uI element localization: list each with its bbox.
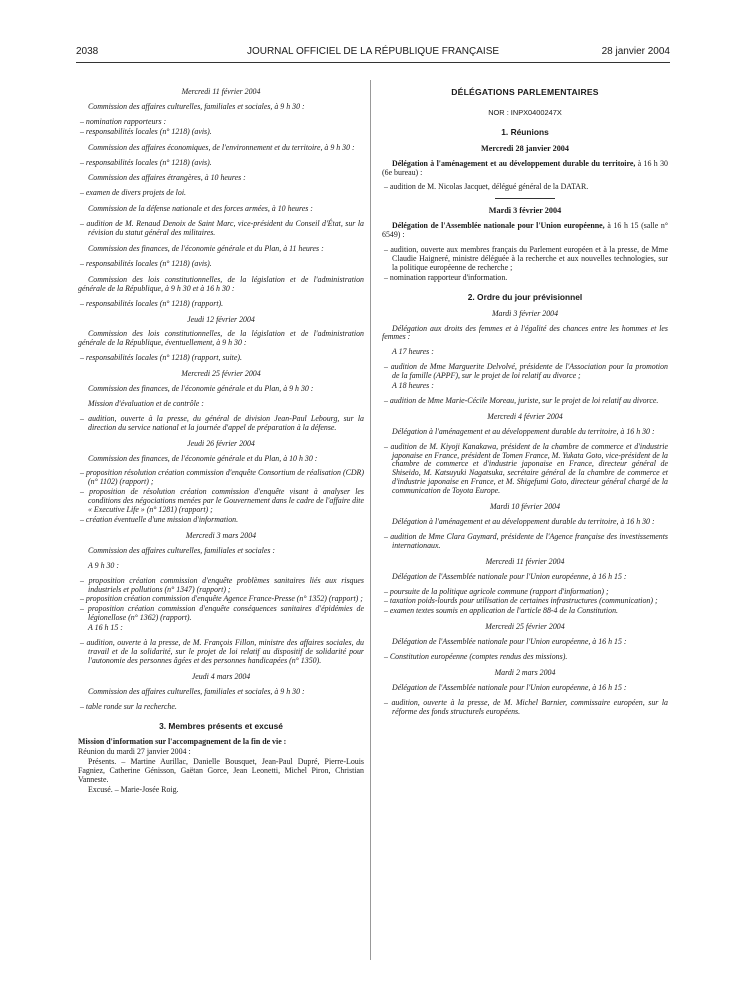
agenda-item: – création éventuelle d'une mission d'information. bbox=[80, 515, 239, 524]
agenda-item: – proposition création commission d'enquête Agence France-Presse (n° 1352) (rapport) ; bbox=[80, 594, 363, 604]
committee-entry: Commission des finances, de l'économie générale et du Plan, à 9 h 30 : bbox=[88, 384, 314, 394]
delegation-name: Délégation de l'Assemblée nationale pour l'Union européenne, bbox=[392, 221, 605, 231]
committee-entry: Commission des lois constitutionnelles, de la législation et de l'administration générale de la République, à 9 h 30 et à 16 h 30 : bbox=[78, 274, 364, 293]
date-heading: Mardi 10 février 2004 bbox=[489, 502, 561, 512]
left-column bbox=[78, 88, 364, 801]
page-header bbox=[76, 46, 670, 60]
time-slot: A 16 h 15 : bbox=[88, 623, 123, 633]
section-heading-reunions: 1. Réunions bbox=[501, 126, 549, 137]
agenda-item: – responsabilités locales (n° 1218) (rapport, suite). bbox=[80, 353, 242, 363]
agenda-item: – taxation poids-lourds pour utilisation de certaines infrastructures (communication) ; bbox=[384, 596, 658, 606]
section-heading-agenda: 2. Ordre du jour prévisionnel bbox=[467, 291, 583, 302]
date-heading: Mardi 2 mars 2004 bbox=[494, 667, 556, 677]
delegation-entry: Délégation de l'Assemblée nationale pour l'Union européenne, à 16 h 15 : bbox=[392, 637, 627, 647]
delegation-time: à 16 h 30 (6e bureau) : bbox=[382, 158, 668, 177]
delegation-entry: Délégation aux droits des femmes et à l'égalité des chances entre les hommes et les femmes : bbox=[382, 323, 668, 342]
column-divider bbox=[370, 80, 371, 960]
delegation-entry: Délégation de l'Assemblée nationale pour l'Union européenne, à 16 h 15 : bbox=[392, 682, 627, 692]
time-slot: A 18 heures : bbox=[392, 381, 434, 391]
agenda-item: – audition de M. Renaud Denoix de Saint Marc, vice-président du Conseil d'État, sur la révision du statut général des militaires. bbox=[80, 219, 364, 238]
agenda-item: – proposition résolution création commission d'enquête Consortium de réalisation (CDR) (n° 1102) (rapport) ; bbox=[80, 468, 364, 487]
issue-date: 28 janvier 2004 bbox=[601, 46, 670, 57]
agenda-item: – audition de M. Nicolas Jacquet, délégué général de la DATAR. bbox=[384, 182, 589, 192]
meeting-date: Réunion du mardi 27 janvier 2004 : bbox=[78, 747, 191, 757]
agenda-item: – poursuite de la politique agricole commune (rapport d'information) ; bbox=[384, 586, 609, 596]
agenda-item: – audition de Mme Marie-Cécile Moreau, juriste, sur le projet de loi relatif au divorce. bbox=[384, 395, 659, 405]
agenda-item: – audition de Mme Marguerite Delvolvé, présidente de l'Association pour la promotion de la famille (APPF), sur le projet de loi relatif au divorce ; bbox=[384, 362, 668, 381]
committee-entry: Mission d'évaluation et de contrôle : bbox=[88, 398, 204, 408]
delegation-name: Délégation à l'aménagement et au développement durable du territoire, bbox=[392, 158, 636, 168]
agenda-item: – proposition de résolution création commission d'enquête visant à analyser les conditions des négociations menées par le Gouvernement dans le cadre de l'affaire dite « Executive Life » (n° 1281) (rapport) ; bbox=[80, 487, 364, 515]
nor-reference: NOR : INPX0400247X bbox=[488, 107, 562, 117]
section-heading-members: 3. Membres présents et excusé bbox=[159, 720, 283, 731]
agenda-item: – audition de Mme Clara Gaymard, présidente de l'Agence française des investissements internationaux. bbox=[384, 531, 668, 550]
committee-entry: Commission des lois constitutionnelles, de la législation et de l'administration générale de la République, éventuellement, à 9 h 30 : bbox=[78, 329, 364, 348]
committee-entry: Commission de la défense nationale et des forces armées, à 10 heures : bbox=[88, 204, 313, 214]
agenda-item: – table ronde sur la recherche. bbox=[80, 701, 177, 711]
date-heading: Jeudi 12 février 2004 bbox=[187, 314, 255, 324]
date-heading: Mercredi 4 février 2004 bbox=[487, 411, 563, 421]
members-excused: Excusé. – Marie-Josée Roig. bbox=[88, 784, 179, 794]
journal-title: JOURNAL OFFICIEL DE LA RÉPUBLIQUE FRANÇAISE bbox=[246, 46, 500, 57]
page-number: 2038 bbox=[76, 46, 99, 57]
right-column bbox=[382, 88, 668, 718]
agenda-item: – proposition création commission d'enquête problèmes sanitaires liés aux risques industriels et pollutions (n° 1347) (rapport) ; bbox=[80, 575, 364, 594]
delegation-entry bbox=[382, 160, 668, 178]
members-present: Présents. – Martine Aurillac, Danielle Bousquet, Jean-Paul Dupré, Pierre-Louis Fagniez, Catherine Génisson, Gaëtan Gorce, Jean Leonetti, Michel Piron, Christian Vanneste. bbox=[78, 757, 364, 785]
agenda-item: – nomination rapporteurs : bbox=[80, 116, 167, 126]
separator-rule bbox=[495, 198, 555, 199]
date-heading: Jeudi 4 mars 2004 bbox=[191, 671, 251, 681]
agenda-item: – audition, ouverte à la presse, de M. Michel Barnier, commissaire européen, sur la réforme des fonds structurels européens. bbox=[384, 697, 668, 716]
committee-entry: Commission des finances, de l'économie générale et du Plan, à 10 h 30 : bbox=[88, 453, 318, 463]
agenda-item: – examen textes soumis en application de l'article 88-4 de la Constitution. bbox=[384, 606, 618, 616]
agenda-item: – responsabilités locales (n° 1218) (avis). bbox=[80, 126, 212, 136]
committee-entry: Commission des affaires culturelles, familiales et sociales : bbox=[88, 545, 276, 555]
delegation-entry: Délégation à l'aménagement et au développement durable du territoire, à 16 h 30 : bbox=[392, 517, 655, 526]
date-heading: Mercredi 3 mars 2004 bbox=[185, 530, 257, 540]
date-heading: Mercredi 25 février 2004 bbox=[485, 622, 565, 632]
agenda-item: – examen de divers projets de loi. bbox=[80, 188, 186, 198]
time-slot: A 17 heures : bbox=[392, 347, 434, 357]
header-rule bbox=[76, 62, 670, 63]
date-heading: Mercredi 25 février 2004 bbox=[181, 369, 261, 379]
agenda-item: – audition de M. Kiyoji Kanakawa, président de la chambre de commerce et d'industrie japonaise en France, président de Tomen France, M. Yukata Goto, vice-président de la chambre de commerce et d'industrie japonaise en France, directeur général de Shiseido, M. Katsuyuki Nagatsuka, secrétaire général de la chambre de commerce et d'industrie japonaise en France, et M. Shigefumi Goto, directeur général chargé de la communication de Toyota Europe. bbox=[384, 441, 668, 496]
date-heading: Mercredi 11 février 2004 bbox=[181, 87, 261, 96]
agenda-item: – Constitution européenne (comptes rendus des missions). bbox=[384, 652, 568, 662]
agenda-item: – responsabilités locales (n° 1218) (rapport). bbox=[80, 298, 224, 308]
delegation-entry: Délégation de l'Assemblée nationale pour l'Union européenne, à 16 h 15 : bbox=[392, 571, 627, 581]
date-heading: Mercredi 11 février 2004 bbox=[485, 556, 565, 566]
delegations-title: DÉLÉGATIONS PARLEMENTAIRES bbox=[451, 87, 599, 97]
committee-entry: Commission des affaires économiques, de l'environnement et du territoire, à 9 h 30 : bbox=[88, 142, 355, 152]
agenda-item: – responsabilités locales (n° 1218) (avis). bbox=[80, 258, 212, 268]
date-heading: Mardi 3 février 2004 bbox=[488, 206, 562, 216]
committee-entry: Commission des affaires étrangères, à 10 heures : bbox=[88, 173, 246, 183]
delegation-entry bbox=[382, 222, 668, 240]
committee-entry: Commission des affaires culturelles, familiales et sociales, à 9 h 30 : bbox=[88, 686, 305, 696]
delegation-time: à 16 h 15 (salle n° 6549) : bbox=[382, 221, 668, 240]
time-slot: A 9 h 30 : bbox=[88, 560, 119, 570]
committee-entry: Commission des finances, de l'économie générale et du Plan, à 11 heures : bbox=[88, 243, 324, 253]
date-heading: Mercredi 28 janvier 2004 bbox=[481, 143, 569, 153]
date-heading: Mardi 3 février 2004 bbox=[491, 308, 559, 318]
delegation-entry: Délégation à l'aménagement et au développement durable du territoire, à 16 h 30 : bbox=[392, 426, 655, 436]
agenda-item: – audition, ouverte aux membres français du Parlement européen et à la presse, de Mme Claudie Haigneré, ministre déléguée à la recherche et aux nouvelles technologies, sur la politique européenne de recherche ; bbox=[384, 245, 668, 272]
agenda-item: – audition, ouverte à la presse, de M. François Fillon, ministre des affaires sociales, du travail et de la solidarité, sur le projet de loi relatif au dispositif de solidarité pour l'autonomie des personnes âgées et des personnes handicapées (n° 1350). bbox=[80, 638, 364, 665]
agenda-item: – nomination rapporteur d'information. bbox=[384, 272, 508, 282]
agenda-item: – proposition création commission d'enquête conséquences sanitaires d'épidémies de légionellose (n° 1362) (rapport). bbox=[80, 604, 364, 623]
committee-entry: Commission des affaires culturelles, familiales et sociales, à 9 h 30 : bbox=[88, 101, 305, 111]
agenda-item: – audition, ouverte à la presse, du général de division Jean-Paul Lebourg, sur la direction du service national et la journée d'appel de préparation à la défense. bbox=[80, 413, 364, 432]
agenda-item: – responsabilités locales (n° 1218) (avis). bbox=[80, 157, 212, 167]
mission-title: Mission d'information sur l'accompagnement de la fin de vie : bbox=[78, 737, 287, 747]
date-heading: Jeudi 26 février 2004 bbox=[187, 438, 255, 448]
